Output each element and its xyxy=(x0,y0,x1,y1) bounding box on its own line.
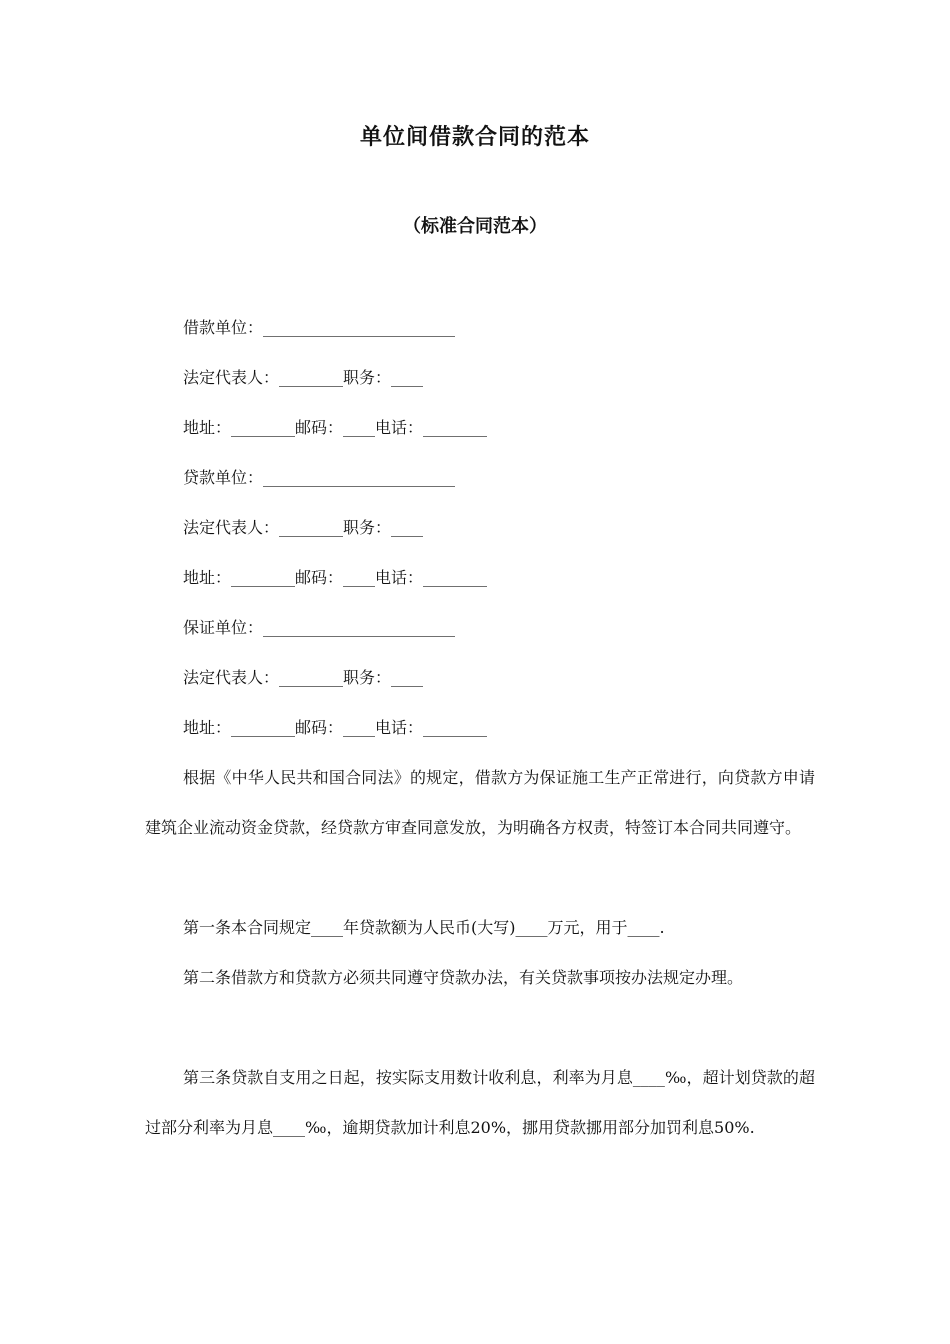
document-subtitle: （标准合同范本） xyxy=(403,216,547,237)
borrower-representative-line: 法定代表人：________职务：____ xyxy=(183,368,424,387)
guarantor-address-line: 地址：________邮码：____电话：________ xyxy=(183,718,488,737)
lender-unit-line: 贷款单位：________________________ xyxy=(183,468,456,487)
guarantor-representative-line: 法定代表人：________职务：____ xyxy=(183,668,424,687)
borrower-address-line: 地址：________邮码：____电话：________ xyxy=(183,418,488,437)
borrower-unit-line: 借款单位：________________________ xyxy=(183,318,456,337)
guarantor-unit-line: 保证单位：________________________ xyxy=(183,618,456,637)
preamble-paragraph: 根据《中华人民共和国合同法》的规定，借款方为保证施工生产正常进行，向贷款方申请建筑企业流动资金贷款，经贷款方审查同意发放，为明确各方权责，特签订本合同共同遵守。 xyxy=(145,768,815,837)
lender-representative-line: 法定代表人：________职务：____ xyxy=(183,518,424,537)
article-1-paragraph: 第一条本合同规定____年贷款额为人民币(大写)____万元，用于____. xyxy=(183,918,665,937)
lender-address-line: 地址：________邮码：____电话：________ xyxy=(183,568,488,587)
article-3-paragraph: 第三条贷款自支用之日起，按实际支用数计收利息，利率为月息____‰，超计划贷款的超过部分利率为月息____‰，逾期贷款加计利息20%，挪用贷款挪用部分加罚利息50%. xyxy=(145,1068,815,1137)
article-2-paragraph: 第二条借款方和贷款方必须共同遵守贷款办法，有关贷款事项按办法规定办理。 xyxy=(183,968,744,987)
document-title: 单位间借款合同的范本 xyxy=(359,125,590,150)
